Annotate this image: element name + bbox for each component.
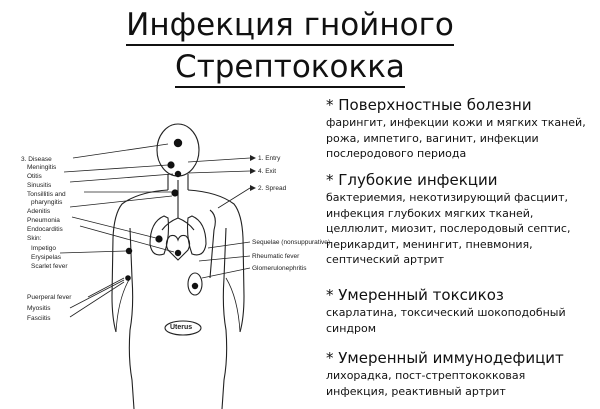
pointer-glomerulo bbox=[202, 268, 250, 278]
label-pharyngitis: pharyngitis bbox=[31, 199, 63, 206]
section-immunodeficiency-heading: * Умеренный иммунодефицит bbox=[326, 349, 564, 367]
infection-dot-ear bbox=[167, 161, 174, 168]
infection-dot-brain bbox=[174, 139, 182, 147]
infection-dot-lung bbox=[155, 235, 162, 242]
pointer-myositis bbox=[70, 280, 124, 308]
section-toxicosis-heading: * Умеренный токсикоз bbox=[326, 286, 504, 304]
label-adenitis: Adenitis bbox=[27, 208, 51, 215]
label-puerperal-fever: Puerperal fever bbox=[27, 294, 72, 301]
left-arm-outline bbox=[112, 190, 168, 332]
label-group-number bbox=[21, 156, 52, 163]
pointer-meningitis bbox=[73, 144, 168, 158]
label-entry: 1. Entry bbox=[258, 155, 281, 162]
label-erysipelas: Erysipelas bbox=[31, 254, 61, 261]
label-group-number-text: 3. bbox=[21, 156, 27, 163]
left-torso-outline bbox=[129, 228, 134, 409]
label-exit: 4. Exit bbox=[258, 168, 277, 175]
vessel-right bbox=[210, 210, 215, 278]
right-torso-outline bbox=[222, 228, 227, 409]
infection-dot-skin bbox=[126, 248, 132, 254]
bronchi bbox=[162, 218, 194, 230]
label-otitis: Otitis bbox=[27, 173, 42, 180]
section-deep-heading: * Глубокие инфекции bbox=[326, 171, 498, 189]
label-glomerulonephritis: Glomerulonephritis bbox=[252, 265, 307, 272]
pointer-puerperal bbox=[88, 278, 124, 297]
title-line-2 bbox=[30, 48, 550, 86]
label-pneumonia: Pneumonia bbox=[27, 217, 60, 224]
pointer-sinusitis bbox=[70, 174, 173, 182]
section-toxicosis bbox=[326, 286, 598, 336]
label-rheumatic-fever: Rheumatic fever bbox=[252, 253, 300, 260]
title-line-2-text: Стрептококка bbox=[175, 49, 405, 88]
label-impetigo: Impetigo bbox=[31, 245, 56, 252]
infection-dot-neck bbox=[171, 189, 178, 196]
label-endocarditis: Endocarditis bbox=[27, 226, 63, 233]
label-disease: Disease bbox=[28, 156, 52, 163]
pointer-skin bbox=[60, 251, 126, 253]
infection-dot-muscle bbox=[125, 275, 131, 281]
heart bbox=[166, 236, 189, 261]
right-lung bbox=[188, 216, 207, 255]
arrow-exit bbox=[250, 168, 256, 174]
section-immunodeficiency-body: лихорадка, пост-стрептококковая инфекция, реактивный артрит bbox=[326, 369, 526, 398]
label-sequelae: Sequelae (nonsuppurative) bbox=[252, 239, 331, 246]
section-immunodeficiency bbox=[326, 349, 598, 399]
infection-dot-throat bbox=[175, 171, 181, 177]
head-outline bbox=[157, 124, 199, 176]
section-superficial-body: фарингит, инфекции кожи и мягких тканей, рожа, импетиго, вагинит, инфекции послеродового периода bbox=[326, 116, 586, 160]
label-skin: Skin: bbox=[27, 235, 42, 242]
section-toxicosis-body: скарлатина, токсический шокоподобный синдром bbox=[326, 306, 566, 335]
label-fasciitis: Fasciitis bbox=[27, 315, 51, 322]
label-tonsillitis: Tonsillitis and bbox=[27, 191, 66, 198]
arrow-entry bbox=[250, 155, 256, 161]
label-myositis: Myositis bbox=[27, 305, 51, 312]
label-sinusitis: Sinusitis bbox=[27, 182, 52, 189]
infection-dot-kidney bbox=[192, 283, 198, 289]
pointer-otitis bbox=[64, 165, 168, 172]
title-line-1-text: Инфекция гнойного bbox=[126, 7, 454, 46]
infection-dot-heart bbox=[175, 250, 181, 256]
pointer-exit bbox=[188, 171, 250, 173]
title-line-1 bbox=[30, 6, 550, 44]
arrow-spread bbox=[250, 185, 256, 191]
section-deep-body: бактериемия, некотизирующий фасциит, инфекция глубоких мягких тканей, целлюлит, миозит, послеродовый септис, перикардит, менингит, пневмония, септический артрит bbox=[326, 191, 571, 266]
section-deep bbox=[326, 171, 598, 268]
label-spread: 2. Spread bbox=[258, 185, 287, 192]
section-superficial bbox=[326, 96, 598, 162]
body-diagram bbox=[18, 118, 330, 409]
section-superficial-heading: * Поверхностные болезни bbox=[326, 96, 532, 114]
right-arm-outline bbox=[188, 190, 244, 332]
label-scarlet-fever: Scarlet fever bbox=[31, 263, 68, 270]
label-uterus: Uterus bbox=[170, 324, 193, 331]
label-meningitis: Meningitis bbox=[27, 164, 57, 171]
pointer-fasciitis bbox=[70, 282, 124, 317]
